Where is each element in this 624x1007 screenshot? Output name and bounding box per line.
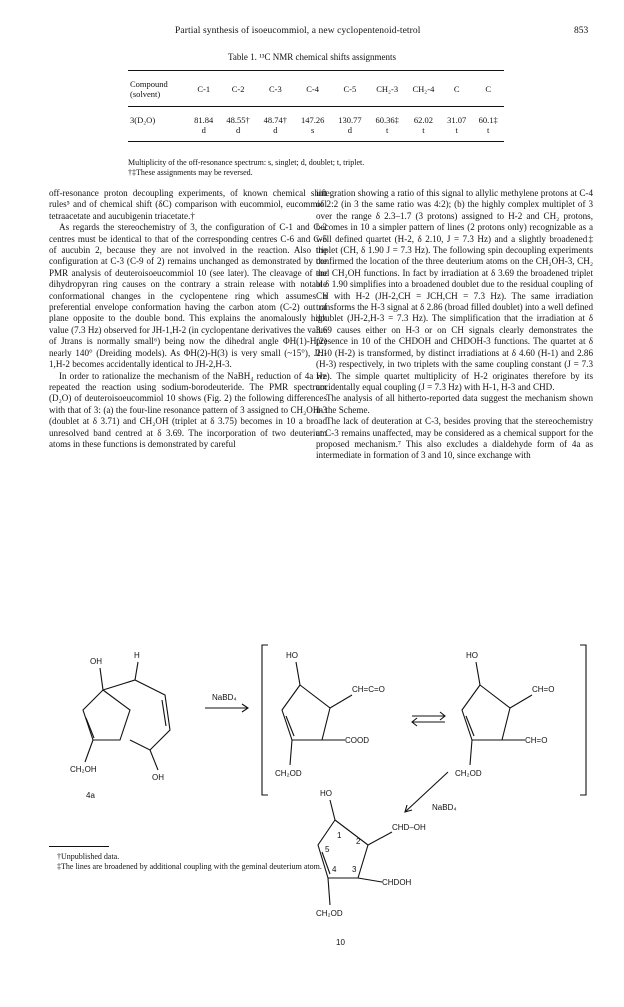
header-ch2-4: CH₂-4 xyxy=(412,83,435,94)
ring-number-4: 4 xyxy=(332,865,337,874)
label-b-ho: HO xyxy=(466,651,478,660)
cell-multiplicity: t xyxy=(455,125,458,135)
label-a-ch2od: CH₂OD xyxy=(275,769,302,778)
paragraph: integration showing a ratio of this signal to allylic methylene protons at C-4 of 2:2 (in 3 the same ratio was 4:2); (b) the highly complex multiplet of 3 over the range δ 2.3–1.7 (3 protons) assigned to H-2 and CH₂ protons, becomes in 10 a simpler pattern of lines (2 protons only) recognizable as a well defined quartet (H-2, δ 2.10, J = 7.3 Hz) and a slightly broadened‡ triplet (CH, δ 1.90 J = 7.3 Hz). The following spin decoupling experiments confirmed the location of the three deuterium atoms on the CH₂OH-3, CH₂ and CH₂OH functions. In fact by irradiation at δ 3.69 the broadened triplet at δ 1.90 simplifies into a broadened doublet due to the residual coupling of CH with H-2 (JH-2,CH = JCH,CH = 7.3 Hz). The same irradiation transforms the H-3 signal at δ 2.86 (broad filled doublet) into a well defined doublet (JH-2,H-3 = 7.3 Hz). The simplification that the irradiation at δ 3.69 causes either on H-3 or on CH signals clearly demonstrates the presence in 10 of the CHDOH and CHDOH-3 functions. The quartet at δ 2.10 (H-2) is transformed, by distinct irradiations at δ 4.60 (H-1) and 2.86 (H-3) respectively, in two triplets with the same coupling constant (J = 7.3 Hz). The simple quartet multiplicity of H-2 originates therefore by its accidentally equal coupling (J = 7.3 Hz) with H-1, H-3 and CHD. xyxy=(316,188,593,392)
header-compound-label: Compound xyxy=(130,78,168,89)
header-compound xyxy=(128,71,188,107)
cell-value: 81.84 xyxy=(194,115,214,125)
table-caption: Table 1. ¹³C NMR chemical shifts assignments xyxy=(228,52,396,62)
cell-value: 31.07 xyxy=(447,115,467,125)
cell-multiplicity: d xyxy=(235,125,241,135)
ring-number-3: 3 xyxy=(352,865,357,874)
row-label: 3(D₂O) xyxy=(130,115,156,125)
label-4a-oh-bottom: OH xyxy=(152,773,164,782)
cell-multiplicity: t xyxy=(487,125,490,135)
row-label-empty xyxy=(128,125,188,142)
compound-number-10: 10 xyxy=(336,938,345,947)
header-ch2-3: CH₂-3 xyxy=(376,83,399,94)
header-c4: C-4 xyxy=(306,83,319,94)
header-c3: C-3 xyxy=(268,83,282,94)
header-solvent-label: (solvent) xyxy=(130,88,161,99)
label-a-ketene: CH=C=O xyxy=(352,685,385,694)
cell-value: 130.77 xyxy=(338,115,362,125)
table-row-multiplicity xyxy=(128,125,504,142)
structure-intermediate-a xyxy=(282,662,352,765)
cell-value: 60.1‡ xyxy=(478,115,498,125)
running-title: Partial synthesis of isoeucommiol, a new cyclopentenoid-tetrol xyxy=(175,26,421,36)
label-4a-oh-top: OH xyxy=(90,657,102,666)
paragraph: The lack of deuteration at C-3, besides proving that the stereochemistry at C-3 remains unaffected, may be considered as a chemical support for the proposed mechanism.⁷ This also excludes a dialdehyde form of 4a as intermediate in formation of 3 and 10, since exchange with xyxy=(316,416,593,461)
paragraph: As regards the stereochemistry of 3, the configuration of C-1 and C-2 centres must be identical to that of the corresponding centres C-6 and C-5 of aucubin 2, because they are not involved in the reaction. Also the configuration at C-3 (C-9 of 2) remains unchanged as demonstrated by the PMR analysis of deuteroisoeucommiol 10 (see later). The cleavage of the dihydropyran ring causes on the contrary a strain release with notable conformational changes in the cyclopentene ring which assumes a preferential envelope conformation having the carbon atom (C-2) out of plane opposite to the double bond. This explains the anomalously high value (7.3 Hz) observed for JH-1,H-2 (in cyclopentane derivatives the value of Jtrans is normally small⁶) being now the dihedral angle ΦH(1)-H(2) nearly 140° (Dreiding models). As ΦH(2)-H(3) is very small (~15°), JH-1,H-2 becomes accidentally identical to JH-2,H-3. xyxy=(49,222,327,370)
header-c1: C-1 xyxy=(197,83,211,94)
table-notes xyxy=(128,158,508,178)
ring-number-2: 2 xyxy=(356,837,361,846)
table-note: †‡These assignments may be reversed. xyxy=(128,168,253,177)
paragraph: In order to rationalize the mechanism of the NaBH₄ reduction of 4a we repeated the reaction using sodium-borodeuteride. The PMR spectrum (D₂O) of deuteroisoeucommiol 10 shows (Fig. 2) the following differences with that of 3: (a) the four-line resonance pattern of 3 assigned to CH₂OH-3 (doublet at δ 3.71) and CH₂OH (triplet at δ 3.75) becomes in 10 a broad unresolved band centred at δ 3.69. The incorporation of two deuterium atoms in these functions is demonstrated by careful xyxy=(49,370,327,449)
cell-multiplicity: d xyxy=(273,125,278,135)
header-c5: C-5 xyxy=(343,83,357,94)
right-column xyxy=(316,188,593,462)
label-10-ch2od: CH₂OD xyxy=(316,909,343,918)
structure-4a xyxy=(83,662,170,770)
paragraph: off-resonance proton decoupling experiments, of known chemical shift rules⁵ and of chemical shift (δC) comparison with eucommiol, eucommiol tetraacetate and aucubigenin triacetate.† xyxy=(49,188,327,221)
cell-value: 147.26 xyxy=(300,115,325,125)
reaction-scheme xyxy=(0,600,624,1000)
table-row xyxy=(128,107,504,126)
structure-intermediate-b xyxy=(462,662,532,765)
header-c2: C-2 xyxy=(231,83,245,94)
cell-value: 48.55† xyxy=(226,115,250,125)
label-a-cood: COOD xyxy=(345,736,369,745)
label-4a-ch2oh: CH₂OH xyxy=(70,765,97,774)
header-c-a: C xyxy=(453,83,460,94)
label-a-ho: HO xyxy=(286,651,298,660)
label-b-cho-1: CH=O xyxy=(532,685,555,694)
label-b-ch2od: CH₂OD xyxy=(455,769,482,778)
cell-value: 60.36‡ xyxy=(375,115,399,125)
cell-multiplicity: s xyxy=(310,125,315,135)
nmr-shift-table xyxy=(128,70,504,142)
page-number: 853 xyxy=(574,26,589,36)
footnote: ‡The lines are broadened by additional coupling with the geminal deuterium atom. xyxy=(57,862,322,871)
cell-value: 48.74† xyxy=(263,115,288,125)
cell-multiplicity: d xyxy=(347,125,353,135)
label-4a-h: H xyxy=(134,651,140,660)
ring-number-1: 1 xyxy=(337,831,342,840)
label-b-cho-2: CH=O xyxy=(525,736,548,745)
reagent-label-1: NaBD₄ xyxy=(212,693,237,702)
label-10-chdoh-2: CHDOH xyxy=(382,878,412,887)
paragraph: The analysis of all hitherto-reported data suggest the mechanism shown in the Scheme. xyxy=(316,393,593,415)
table-header-row xyxy=(128,71,504,107)
cell-multiplicity: d xyxy=(201,125,206,135)
reagent-label-2: NaBD₄ xyxy=(432,803,457,812)
compound-number-4a: 4a xyxy=(86,791,95,800)
cell-multiplicity: t xyxy=(385,125,389,135)
bracket-left xyxy=(262,645,268,795)
cell-value: 62.02 xyxy=(413,115,433,125)
ring-number-5: 5 xyxy=(325,845,330,854)
label-10-chdoh-1: CHD–OH xyxy=(392,823,426,832)
bracket-right xyxy=(580,645,586,795)
footnote: †Unpublished data. xyxy=(57,852,120,861)
label-10-ho: HO xyxy=(320,789,332,798)
header-c-b: C xyxy=(485,83,492,94)
table-note: Multiplicity of the off-resonance spectrum: s, singlet; d, doublet; t, triplet. xyxy=(128,158,365,167)
cell-multiplicity: t xyxy=(422,125,425,135)
left-column xyxy=(49,188,327,450)
